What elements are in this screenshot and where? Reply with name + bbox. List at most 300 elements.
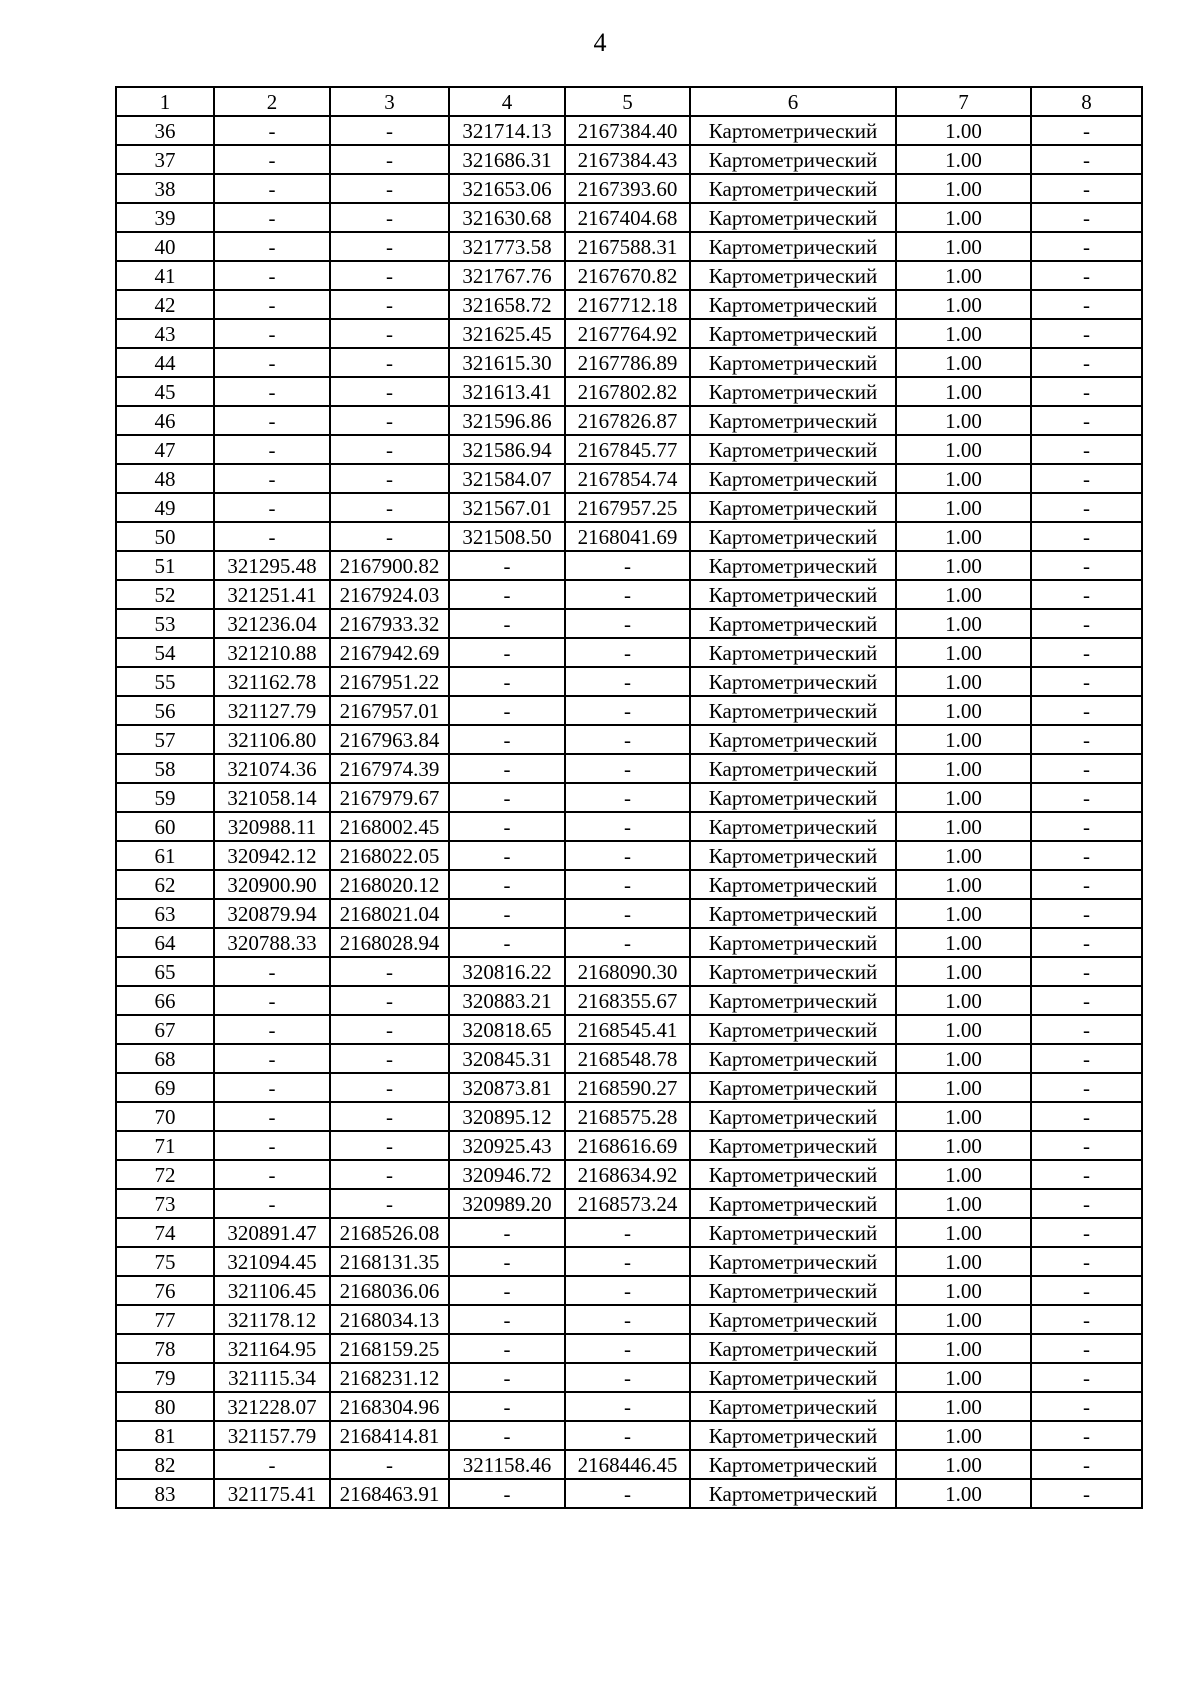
cell-x-new: - bbox=[449, 580, 565, 609]
cell-y-old: 2168002.45 bbox=[330, 812, 449, 841]
cell-x-new: - bbox=[449, 783, 565, 812]
cell-method: Картометрический bbox=[690, 783, 896, 812]
cell-y-new: 2168548.78 bbox=[565, 1044, 690, 1073]
cell-description: - bbox=[1031, 870, 1142, 899]
cell-description: - bbox=[1031, 986, 1142, 1015]
cell-point-number: 47 bbox=[116, 435, 214, 464]
cell-description: - bbox=[1031, 261, 1142, 290]
cell-point-number: 50 bbox=[116, 522, 214, 551]
cell-y-old: - bbox=[330, 290, 449, 319]
cell-x-old: 321178.12 bbox=[214, 1305, 330, 1334]
table-body bbox=[116, 116, 1142, 1508]
cell-x-old: 321228.07 bbox=[214, 1392, 330, 1421]
cell-description: - bbox=[1031, 1479, 1142, 1508]
cell-x-new: 321158.46 bbox=[449, 1450, 565, 1479]
cell-point-number: 64 bbox=[116, 928, 214, 957]
cell-accuracy: 1.00 bbox=[896, 1073, 1031, 1102]
cell-y-new: 2168634.92 bbox=[565, 1160, 690, 1189]
cell-description: - bbox=[1031, 841, 1142, 870]
cell-x-old: - bbox=[214, 348, 330, 377]
table-row bbox=[116, 667, 1142, 696]
cell-point-number: 57 bbox=[116, 725, 214, 754]
cell-accuracy: 1.00 bbox=[896, 1421, 1031, 1450]
cell-y-new: 2168575.28 bbox=[565, 1102, 690, 1131]
cell-x-new: 320989.20 bbox=[449, 1189, 565, 1218]
cell-description: - bbox=[1031, 1189, 1142, 1218]
cell-method: Картометрический bbox=[690, 696, 896, 725]
cell-description: - bbox=[1031, 783, 1142, 812]
table-row bbox=[116, 1450, 1142, 1479]
cell-accuracy: 1.00 bbox=[896, 957, 1031, 986]
cell-y-old: 2167924.03 bbox=[330, 580, 449, 609]
cell-point-number: 40 bbox=[116, 232, 214, 261]
cell-y-new: 2167957.25 bbox=[565, 493, 690, 522]
cell-y-old: 2168304.96 bbox=[330, 1392, 449, 1421]
column-header-5: 5 bbox=[565, 87, 690, 116]
cell-accuracy: 1.00 bbox=[896, 435, 1031, 464]
column-header-8: 8 bbox=[1031, 87, 1142, 116]
cell-x-old: - bbox=[214, 435, 330, 464]
table-row bbox=[116, 1015, 1142, 1044]
cell-x-old: - bbox=[214, 1073, 330, 1102]
table-row bbox=[116, 1247, 1142, 1276]
table-row bbox=[116, 1218, 1142, 1247]
cell-description: - bbox=[1031, 754, 1142, 783]
cell-description: - bbox=[1031, 319, 1142, 348]
cell-point-number: 37 bbox=[116, 145, 214, 174]
cell-x-old: 321210.88 bbox=[214, 638, 330, 667]
cell-y-new: - bbox=[565, 1479, 690, 1508]
cell-y-old: - bbox=[330, 435, 449, 464]
cell-x-old: - bbox=[214, 174, 330, 203]
cell-method: Картометрический bbox=[690, 174, 896, 203]
cell-x-new: - bbox=[449, 1421, 565, 1450]
cell-x-new: 320845.31 bbox=[449, 1044, 565, 1073]
table-row bbox=[116, 493, 1142, 522]
table-row bbox=[116, 1305, 1142, 1334]
cell-method: Картометрический bbox=[690, 464, 896, 493]
cell-y-new: 2167786.89 bbox=[565, 348, 690, 377]
table-row bbox=[116, 174, 1142, 203]
cell-description: - bbox=[1031, 928, 1142, 957]
cell-description: - bbox=[1031, 116, 1142, 145]
cell-y-new: 2167384.43 bbox=[565, 145, 690, 174]
cell-accuracy: 1.00 bbox=[896, 609, 1031, 638]
cell-x-old: - bbox=[214, 377, 330, 406]
table-row bbox=[116, 551, 1142, 580]
cell-point-number: 68 bbox=[116, 1044, 214, 1073]
table-row bbox=[116, 696, 1142, 725]
cell-method: Картометрический bbox=[690, 1015, 896, 1044]
cell-x-old: - bbox=[214, 145, 330, 174]
cell-point-number: 60 bbox=[116, 812, 214, 841]
cell-y-old: - bbox=[330, 116, 449, 145]
cell-x-old: 320900.90 bbox=[214, 870, 330, 899]
cell-x-new: - bbox=[449, 1392, 565, 1421]
cell-y-old: 2167963.84 bbox=[330, 725, 449, 754]
column-header-4: 4 bbox=[449, 87, 565, 116]
cell-x-old: 320891.47 bbox=[214, 1218, 330, 1247]
cell-x-old: 320988.11 bbox=[214, 812, 330, 841]
cell-description: - bbox=[1031, 493, 1142, 522]
cell-point-number: 73 bbox=[116, 1189, 214, 1218]
cell-accuracy: 1.00 bbox=[896, 1015, 1031, 1044]
cell-x-new: - bbox=[449, 1276, 565, 1305]
cell-y-new: - bbox=[565, 870, 690, 899]
table-row bbox=[116, 1276, 1142, 1305]
table-row bbox=[116, 1334, 1142, 1363]
cell-point-number: 38 bbox=[116, 174, 214, 203]
cell-y-new: - bbox=[565, 609, 690, 638]
cell-y-new: - bbox=[565, 754, 690, 783]
cell-x-old: - bbox=[214, 1450, 330, 1479]
cell-description: - bbox=[1031, 609, 1142, 638]
cell-accuracy: 1.00 bbox=[896, 1044, 1031, 1073]
cell-description: - bbox=[1031, 957, 1142, 986]
cell-description: - bbox=[1031, 1305, 1142, 1334]
table-row bbox=[116, 1189, 1142, 1218]
cell-y-new: 2168545.41 bbox=[565, 1015, 690, 1044]
cell-y-new: - bbox=[565, 725, 690, 754]
table-row bbox=[116, 232, 1142, 261]
column-header-6: 6 bbox=[690, 87, 896, 116]
table-row bbox=[116, 522, 1142, 551]
cell-y-old: 2168131.35 bbox=[330, 1247, 449, 1276]
cell-y-old: - bbox=[330, 1160, 449, 1189]
table-row bbox=[116, 348, 1142, 377]
cell-x-old: 321236.04 bbox=[214, 609, 330, 638]
table-row bbox=[116, 986, 1142, 1015]
cell-method: Картометрический bbox=[690, 116, 896, 145]
cell-point-number: 45 bbox=[116, 377, 214, 406]
cell-x-new: 321625.45 bbox=[449, 319, 565, 348]
cell-x-new: - bbox=[449, 1305, 565, 1334]
table-row bbox=[116, 870, 1142, 899]
table-row bbox=[116, 1044, 1142, 1073]
cell-point-number: 56 bbox=[116, 696, 214, 725]
cell-x-old: 320788.33 bbox=[214, 928, 330, 957]
cell-x-old: 321162.78 bbox=[214, 667, 330, 696]
cell-method: Картометрический bbox=[690, 1392, 896, 1421]
table-row bbox=[116, 725, 1142, 754]
cell-method: Картометрический bbox=[690, 435, 896, 464]
cell-method: Картометрический bbox=[690, 899, 896, 928]
table-row bbox=[116, 957, 1142, 986]
cell-accuracy: 1.00 bbox=[896, 232, 1031, 261]
cell-y-new: - bbox=[565, 1421, 690, 1450]
cell-y-new: - bbox=[565, 812, 690, 841]
cell-accuracy: 1.00 bbox=[896, 696, 1031, 725]
cell-y-old: 2168022.05 bbox=[330, 841, 449, 870]
cell-point-number: 65 bbox=[116, 957, 214, 986]
cell-y-new: - bbox=[565, 667, 690, 696]
table-row bbox=[116, 1392, 1142, 1421]
cell-x-new: 321767.76 bbox=[449, 261, 565, 290]
cell-y-new: 2167712.18 bbox=[565, 290, 690, 319]
cell-x-new: - bbox=[449, 1479, 565, 1508]
cell-x-old: - bbox=[214, 957, 330, 986]
cell-y-new: 2168090.30 bbox=[565, 957, 690, 986]
cell-y-new: - bbox=[565, 928, 690, 957]
cell-y-new: - bbox=[565, 1392, 690, 1421]
cell-point-number: 59 bbox=[116, 783, 214, 812]
cell-x-new: 321615.30 bbox=[449, 348, 565, 377]
cell-x-new: - bbox=[449, 667, 565, 696]
cell-x-old: 321115.34 bbox=[214, 1363, 330, 1392]
cell-description: - bbox=[1031, 638, 1142, 667]
cell-description: - bbox=[1031, 1450, 1142, 1479]
cell-y-old: 2168028.94 bbox=[330, 928, 449, 957]
cell-x-old: 321157.79 bbox=[214, 1421, 330, 1450]
table-row bbox=[116, 841, 1142, 870]
cell-accuracy: 1.00 bbox=[896, 1276, 1031, 1305]
cell-accuracy: 1.00 bbox=[896, 1247, 1031, 1276]
cell-y-old: 2167942.69 bbox=[330, 638, 449, 667]
cell-accuracy: 1.00 bbox=[896, 464, 1031, 493]
cell-accuracy: 1.00 bbox=[896, 1450, 1031, 1479]
cell-x-old: 321094.45 bbox=[214, 1247, 330, 1276]
cell-accuracy: 1.00 bbox=[896, 580, 1031, 609]
cell-y-new: - bbox=[565, 1334, 690, 1363]
table-row bbox=[116, 1363, 1142, 1392]
cell-point-number: 43 bbox=[116, 319, 214, 348]
cell-method: Картометрический bbox=[690, 1479, 896, 1508]
cell-description: - bbox=[1031, 464, 1142, 493]
cell-method: Картометрический bbox=[690, 986, 896, 1015]
cell-y-old: 2168231.12 bbox=[330, 1363, 449, 1392]
cell-x-new: 321773.58 bbox=[449, 232, 565, 261]
cell-y-old: 2167979.67 bbox=[330, 783, 449, 812]
table-row bbox=[116, 203, 1142, 232]
cell-x-old: - bbox=[214, 1044, 330, 1073]
cell-point-number: 46 bbox=[116, 406, 214, 435]
cell-y-new: - bbox=[565, 899, 690, 928]
cell-x-old: - bbox=[214, 232, 330, 261]
cell-point-number: 63 bbox=[116, 899, 214, 928]
cell-x-new: 321596.86 bbox=[449, 406, 565, 435]
cell-x-new: 321584.07 bbox=[449, 464, 565, 493]
cell-y-new: 2167384.40 bbox=[565, 116, 690, 145]
cell-point-number: 41 bbox=[116, 261, 214, 290]
cell-x-old: - bbox=[214, 116, 330, 145]
cell-y-new: 2168041.69 bbox=[565, 522, 690, 551]
cell-method: Картометрический bbox=[690, 1102, 896, 1131]
cell-accuracy: 1.00 bbox=[896, 493, 1031, 522]
table-row bbox=[116, 435, 1142, 464]
cell-point-number: 72 bbox=[116, 1160, 214, 1189]
cell-method: Картометрический bbox=[690, 261, 896, 290]
cell-x-new: 321567.01 bbox=[449, 493, 565, 522]
cell-point-number: 71 bbox=[116, 1131, 214, 1160]
cell-accuracy: 1.00 bbox=[896, 174, 1031, 203]
cell-method: Картометрический bbox=[690, 522, 896, 551]
cell-x-old: - bbox=[214, 1160, 330, 1189]
cell-y-new: 2167393.60 bbox=[565, 174, 690, 203]
cell-method: Картометрический bbox=[690, 928, 896, 957]
cell-x-new: - bbox=[449, 1247, 565, 1276]
cell-description: - bbox=[1031, 1044, 1142, 1073]
cell-y-new: 2168355.67 bbox=[565, 986, 690, 1015]
cell-y-old: 2167951.22 bbox=[330, 667, 449, 696]
cell-description: - bbox=[1031, 1421, 1142, 1450]
cell-x-new: 321714.13 bbox=[449, 116, 565, 145]
cell-point-number: 54 bbox=[116, 638, 214, 667]
cell-x-new: - bbox=[449, 551, 565, 580]
cell-method: Картометрический bbox=[690, 203, 896, 232]
cell-accuracy: 1.00 bbox=[896, 348, 1031, 377]
cell-y-old: - bbox=[330, 1450, 449, 1479]
cell-point-number: 42 bbox=[116, 290, 214, 319]
cell-method: Картометрический bbox=[690, 1305, 896, 1334]
cell-point-number: 83 bbox=[116, 1479, 214, 1508]
cell-point-number: 61 bbox=[116, 841, 214, 870]
cell-accuracy: 1.00 bbox=[896, 1218, 1031, 1247]
cell-x-new: 321630.68 bbox=[449, 203, 565, 232]
cell-accuracy: 1.00 bbox=[896, 1392, 1031, 1421]
cell-method: Картометрический bbox=[690, 1276, 896, 1305]
cell-y-old: 2168526.08 bbox=[330, 1218, 449, 1247]
cell-y-old: - bbox=[330, 1073, 449, 1102]
table-row bbox=[116, 406, 1142, 435]
cell-x-old: - bbox=[214, 1102, 330, 1131]
cell-accuracy: 1.00 bbox=[896, 1160, 1031, 1189]
table-row bbox=[116, 899, 1142, 928]
cell-accuracy: 1.00 bbox=[896, 986, 1031, 1015]
table-row bbox=[116, 1421, 1142, 1450]
table-row bbox=[116, 116, 1142, 145]
cell-x-new: 320873.81 bbox=[449, 1073, 565, 1102]
cell-x-new: - bbox=[449, 899, 565, 928]
cell-method: Картометрический bbox=[690, 638, 896, 667]
cell-point-number: 48 bbox=[116, 464, 214, 493]
cell-description: - bbox=[1031, 812, 1142, 841]
cell-method: Картометрический bbox=[690, 406, 896, 435]
cell-y-old: - bbox=[330, 957, 449, 986]
cell-y-new: - bbox=[565, 1305, 690, 1334]
cell-y-old: - bbox=[330, 174, 449, 203]
cell-y-old: - bbox=[330, 406, 449, 435]
cell-y-new: 2168590.27 bbox=[565, 1073, 690, 1102]
cell-y-old: 2168414.81 bbox=[330, 1421, 449, 1450]
cell-y-old: - bbox=[330, 319, 449, 348]
table-row bbox=[116, 261, 1142, 290]
cell-point-number: 58 bbox=[116, 754, 214, 783]
table-row bbox=[116, 928, 1142, 957]
cell-x-old: - bbox=[214, 261, 330, 290]
cell-x-old: - bbox=[214, 290, 330, 319]
cell-point-number: 74 bbox=[116, 1218, 214, 1247]
cell-y-new: 2167854.74 bbox=[565, 464, 690, 493]
cell-method: Картометрический bbox=[690, 609, 896, 638]
cell-x-new: - bbox=[449, 725, 565, 754]
cell-description: - bbox=[1031, 667, 1142, 696]
cell-x-new: 320895.12 bbox=[449, 1102, 565, 1131]
cell-point-number: 52 bbox=[116, 580, 214, 609]
cell-description: - bbox=[1031, 406, 1142, 435]
table-row bbox=[116, 145, 1142, 174]
cell-accuracy: 1.00 bbox=[896, 319, 1031, 348]
cell-x-old: - bbox=[214, 1015, 330, 1044]
column-header-1: 1 bbox=[116, 87, 214, 116]
cell-y-new: - bbox=[565, 1276, 690, 1305]
cell-y-new: 2167670.82 bbox=[565, 261, 690, 290]
cell-y-new: 2167826.87 bbox=[565, 406, 690, 435]
cell-accuracy: 1.00 bbox=[896, 754, 1031, 783]
table-row bbox=[116, 1160, 1142, 1189]
cell-point-number: 79 bbox=[116, 1363, 214, 1392]
cell-description: - bbox=[1031, 1160, 1142, 1189]
cell-x-old: - bbox=[214, 986, 330, 1015]
cell-accuracy: 1.00 bbox=[896, 1189, 1031, 1218]
cell-point-number: 81 bbox=[116, 1421, 214, 1450]
cell-method: Картометрический bbox=[690, 1247, 896, 1276]
cell-x-new: 320816.22 bbox=[449, 957, 565, 986]
cell-method: Картометрический bbox=[690, 145, 896, 174]
cell-accuracy: 1.00 bbox=[896, 1479, 1031, 1508]
cell-accuracy: 1.00 bbox=[896, 1334, 1031, 1363]
cell-x-new: 320946.72 bbox=[449, 1160, 565, 1189]
cell-method: Картометрический bbox=[690, 725, 896, 754]
cell-method: Картометрический bbox=[690, 870, 896, 899]
cell-point-number: 51 bbox=[116, 551, 214, 580]
cell-accuracy: 1.00 bbox=[896, 725, 1031, 754]
cell-accuracy: 1.00 bbox=[896, 406, 1031, 435]
table-row bbox=[116, 1102, 1142, 1131]
cell-x-old: 320942.12 bbox=[214, 841, 330, 870]
table-row bbox=[116, 1073, 1142, 1102]
cell-accuracy: 1.00 bbox=[896, 261, 1031, 290]
cell-description: - bbox=[1031, 899, 1142, 928]
table-row bbox=[116, 638, 1142, 667]
cell-point-number: 75 bbox=[116, 1247, 214, 1276]
cell-method: Картометрический bbox=[690, 348, 896, 377]
cell-x-new: - bbox=[449, 609, 565, 638]
cell-y-old: - bbox=[330, 377, 449, 406]
cell-x-new: - bbox=[449, 841, 565, 870]
cell-x-new: 320818.65 bbox=[449, 1015, 565, 1044]
table-row bbox=[116, 1479, 1142, 1508]
cell-method: Картометрический bbox=[690, 1131, 896, 1160]
cell-accuracy: 1.00 bbox=[896, 203, 1031, 232]
cell-y-old: - bbox=[330, 464, 449, 493]
cell-point-number: 55 bbox=[116, 667, 214, 696]
cell-x-new: 321508.50 bbox=[449, 522, 565, 551]
table-row bbox=[116, 290, 1142, 319]
cell-point-number: 77 bbox=[116, 1305, 214, 1334]
cell-x-new: - bbox=[449, 1218, 565, 1247]
cell-x-old: - bbox=[214, 464, 330, 493]
cell-y-new: 2168573.24 bbox=[565, 1189, 690, 1218]
cell-accuracy: 1.00 bbox=[896, 1363, 1031, 1392]
cell-y-old: - bbox=[330, 1189, 449, 1218]
cell-description: - bbox=[1031, 725, 1142, 754]
cell-description: - bbox=[1031, 290, 1142, 319]
cell-y-old: - bbox=[330, 493, 449, 522]
cell-y-old: - bbox=[330, 232, 449, 261]
cell-y-old: - bbox=[330, 1131, 449, 1160]
cell-y-old: - bbox=[330, 986, 449, 1015]
cell-method: Картометрический bbox=[690, 319, 896, 348]
cell-description: - bbox=[1031, 580, 1142, 609]
cell-point-number: 62 bbox=[116, 870, 214, 899]
cell-accuracy: 1.00 bbox=[896, 551, 1031, 580]
cell-y-old: 2168463.91 bbox=[330, 1479, 449, 1508]
cell-x-old: 321106.45 bbox=[214, 1276, 330, 1305]
cell-method: Картометрический bbox=[690, 290, 896, 319]
coordinates-table bbox=[115, 86, 1143, 1509]
cell-y-new: 2168446.45 bbox=[565, 1450, 690, 1479]
cell-accuracy: 1.00 bbox=[896, 899, 1031, 928]
